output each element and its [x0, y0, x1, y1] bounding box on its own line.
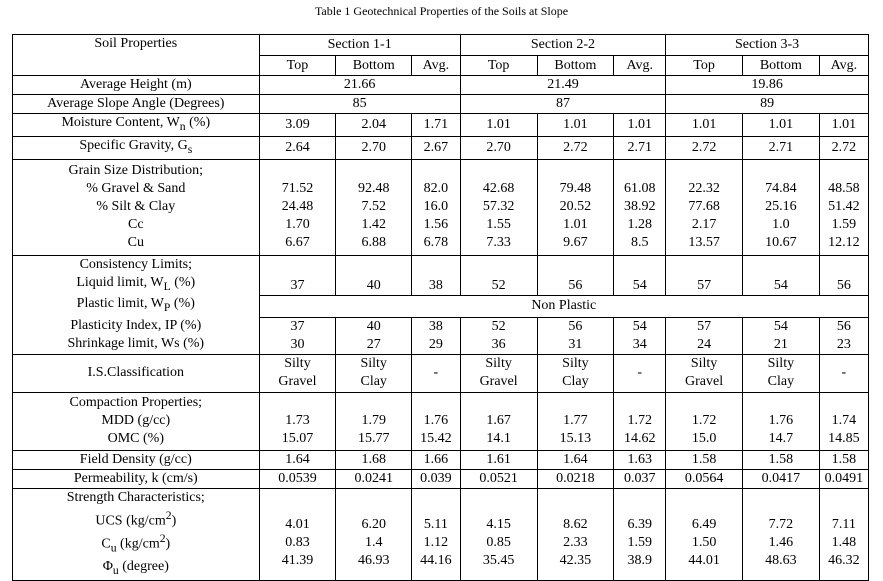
table-row [13, 76, 869, 95]
table-cell: 2.72 [666, 136, 743, 159]
table-cell: 1.72 14.62 [614, 392, 666, 450]
row-label: Plastic limit, $W_P$ (%) [13, 295, 260, 317]
table-cell: 0.0241 [336, 469, 412, 488]
table-cell: 1.01 [537, 114, 614, 137]
table-cell: 40 27 [336, 317, 412, 354]
table-row [13, 450, 869, 469]
table-cell: 2.71 [614, 136, 666, 159]
table-cell: - [614, 354, 666, 392]
table-cell: 52 36 [460, 317, 537, 354]
table-cell: 54 [614, 255, 666, 295]
row-label: Strength Characteristics; UCS $(kg/cm^2)$ $C_u$ $(kg/cm^2)$ $\Phi_u$ (degree) [13, 488, 260, 580]
table-cell: 79.48 20.52 1.01 9.67 [537, 159, 614, 255]
table-cell: 54 34 [614, 317, 666, 354]
table-cell: 2.70 [460, 136, 537, 159]
row-label: Compaction Properties; MDD (g/cc) OMC (%) [13, 392, 260, 450]
table-cell: 57 [666, 255, 743, 295]
row-label: Average Slope Angle (Degrees) [13, 95, 260, 114]
table-cell: 4.01 0.83 41.39 [259, 488, 336, 580]
table-cell: 22.32 77.68 2.17 13.57 [666, 159, 743, 255]
table-cell: 56 [819, 255, 868, 295]
table-cell: 0.039 [412, 469, 461, 488]
table-cell: 1.77 15.13 [537, 392, 614, 450]
table-cell: 87 [460, 95, 665, 114]
table-cell: Silty Clay [742, 354, 819, 392]
table-cell: 54 [742, 255, 819, 295]
table-cell: 8.62 2.33 42.35 [537, 488, 614, 580]
row-label: Grain Size Distribution; % Gravel & Sand % Silt & Clay Cc Cu [13, 159, 260, 255]
table-cell: 85 [259, 95, 460, 114]
table-cell: 2.70 [336, 136, 412, 159]
table-cell: 0.0521 [460, 469, 537, 488]
table-cell: 19.86 [666, 76, 869, 95]
table-cell: 37 30 [259, 317, 336, 354]
table-cell: 56 31 [537, 317, 614, 354]
table-cell: 7.72 1.46 48.63 [742, 488, 819, 580]
table-cell: 1.64 [259, 450, 336, 469]
table-cell: 1.76 15.42 [412, 392, 461, 450]
row-label: Average Height (m) [13, 76, 260, 95]
table-cell: 89 [666, 95, 869, 114]
table-cell: Silty Gravel [460, 354, 537, 392]
table-cell: Silty Gravel [666, 354, 743, 392]
table-cell: 3.09 [259, 114, 336, 137]
table-cell: 56 23 [819, 317, 868, 354]
table-cell: 1.58 [666, 450, 743, 469]
table-cell: 1.72 15.0 [666, 392, 743, 450]
table-cell: 7.11 1.48 46.32 [819, 488, 868, 580]
table-row [13, 95, 869, 114]
plastic-limit-row [13, 295, 869, 317]
table-cell: 1.64 [537, 450, 614, 469]
table-cell: 1.01 [742, 114, 819, 137]
geotechnical-properties-table [12, 34, 869, 581]
table-cell: 5.11 1.12 44.16 [412, 488, 461, 580]
table-cell: 57 24 [666, 317, 743, 354]
table-cell: 1.01 [666, 114, 743, 137]
row-label: I.S.Classification [13, 354, 260, 392]
table-cell: 82.0 16.0 1.56 6.78 [412, 159, 461, 255]
grain-size-row [13, 159, 869, 255]
table-cell: 6.20 1.4 46.93 [336, 488, 412, 580]
table-cell: 0.0564 [666, 469, 743, 488]
table-cell: 1.73 15.07 [259, 392, 336, 450]
liquid-limit-row [13, 255, 869, 295]
sub-header: Top [259, 56, 336, 76]
sub-header: Top [666, 56, 743, 76]
header-row-sections [13, 35, 869, 56]
table-cell: 1.68 [336, 450, 412, 469]
table-cell: 48.58 51.42 1.59 12.12 [819, 159, 868, 255]
table-cell: 1.79 15.77 [336, 392, 412, 450]
table-cell: 54 21 [742, 317, 819, 354]
table-cell: 52 [460, 255, 537, 295]
table-cell: 1.01 [460, 114, 537, 137]
table-cell: 2.72 [537, 136, 614, 159]
table-cell: 37 [259, 255, 336, 295]
table-cell: Silty Clay [336, 354, 412, 392]
table-cell: 1.63 [614, 450, 666, 469]
table-cell: 2.64 [259, 136, 336, 159]
row-label: Field Density (g/cc) [13, 450, 260, 469]
table-cell: 56 [537, 255, 614, 295]
table-cell: 40 [336, 255, 412, 295]
non-plastic-cell: Non Plastic [259, 295, 868, 317]
row-label: Consistency Limits; Liquid limit, $W_L$ (%) [13, 255, 260, 295]
table-cell: 2.71 [742, 136, 819, 159]
table-cell: 2.72 [819, 136, 868, 159]
table-cell: 2.04 [336, 114, 412, 137]
table-cell: 38 [412, 255, 461, 295]
section-header: Section 2-2 [460, 35, 665, 56]
table-cell: Silty Clay [537, 354, 614, 392]
sub-header: Bottom [742, 56, 819, 76]
strength-row [13, 488, 869, 580]
table-cell: - [819, 354, 868, 392]
table-cell: 1.58 [819, 450, 868, 469]
table-row [13, 136, 869, 159]
row-label: Plasticity Index, IP (%) Shrinkage limit, Ws (%) [13, 317, 260, 354]
table-cell: Silty Gravel [259, 354, 336, 392]
table-cell: 38 29 [412, 317, 461, 354]
table-row [13, 114, 869, 137]
table-cell: 92.48 7.52 1.42 6.88 [336, 159, 412, 255]
row-label: Permeability, k (cm/s) [13, 469, 260, 488]
pi-sl-row [13, 317, 869, 354]
sub-header: Avg. [412, 56, 461, 76]
sub-header: Top [460, 56, 537, 76]
table-cell: 74.84 25.16 1.0 10.67 [742, 159, 819, 255]
sub-header: Bottom [336, 56, 412, 76]
section-header: Section 1-1 [259, 35, 460, 56]
table-cell: 1.01 [614, 114, 666, 137]
table-cell: 6.49 1.50 44.01 [666, 488, 743, 580]
table-cell: - [412, 354, 461, 392]
sub-header: Avg. [819, 56, 868, 76]
table-cell: 0.0491 [819, 469, 868, 488]
table-cell: 61.08 38.92 1.28 8.5 [614, 159, 666, 255]
table-cell: 4.15 0.85 35.45 [460, 488, 537, 580]
table-caption: Table 1 Geotechnical Properties of the Soils at Slope [314, 4, 569, 18]
section-header: Section 3-3 [666, 35, 869, 56]
table-cell: 1.01 [819, 114, 868, 137]
table-cell: 0.037 [614, 469, 666, 488]
table-cell: 2.67 [412, 136, 461, 159]
table-cell: 1.71 [412, 114, 461, 137]
table-cell: 1.66 [412, 450, 461, 469]
compaction-row [13, 392, 869, 450]
soil-properties-header: Soil Properties [13, 35, 260, 76]
classification-row [13, 354, 869, 392]
table-cell: 1.76 14.7 [742, 392, 819, 450]
table-cell: 1.58 [742, 450, 819, 469]
table-cell: 6.39 1.59 38.9 [614, 488, 666, 580]
table-cell: 42.68 57.32 1.55 7.33 [460, 159, 537, 255]
table-cell: 21.49 [460, 76, 665, 95]
row-label: Moisture Content, $W_n$ (%) [13, 114, 260, 137]
sub-header: Bottom [537, 56, 614, 76]
table-cell: 0.0417 [742, 469, 819, 488]
table-cell: 0.0218 [537, 469, 614, 488]
row-label: Specific Gravity, $G_s$ [13, 136, 260, 159]
table-cell: 21.66 [259, 76, 460, 95]
table-row [13, 469, 869, 488]
sub-header: Avg. [614, 56, 666, 76]
table-cell: 0.0539 [259, 469, 336, 488]
table-cell: 1.67 14.1 [460, 392, 537, 450]
table-cell: 1.61 [460, 450, 537, 469]
table-cell: 1.74 14.85 [819, 392, 868, 450]
table-cell: 71.52 24.48 1.70 6.67 [259, 159, 336, 255]
